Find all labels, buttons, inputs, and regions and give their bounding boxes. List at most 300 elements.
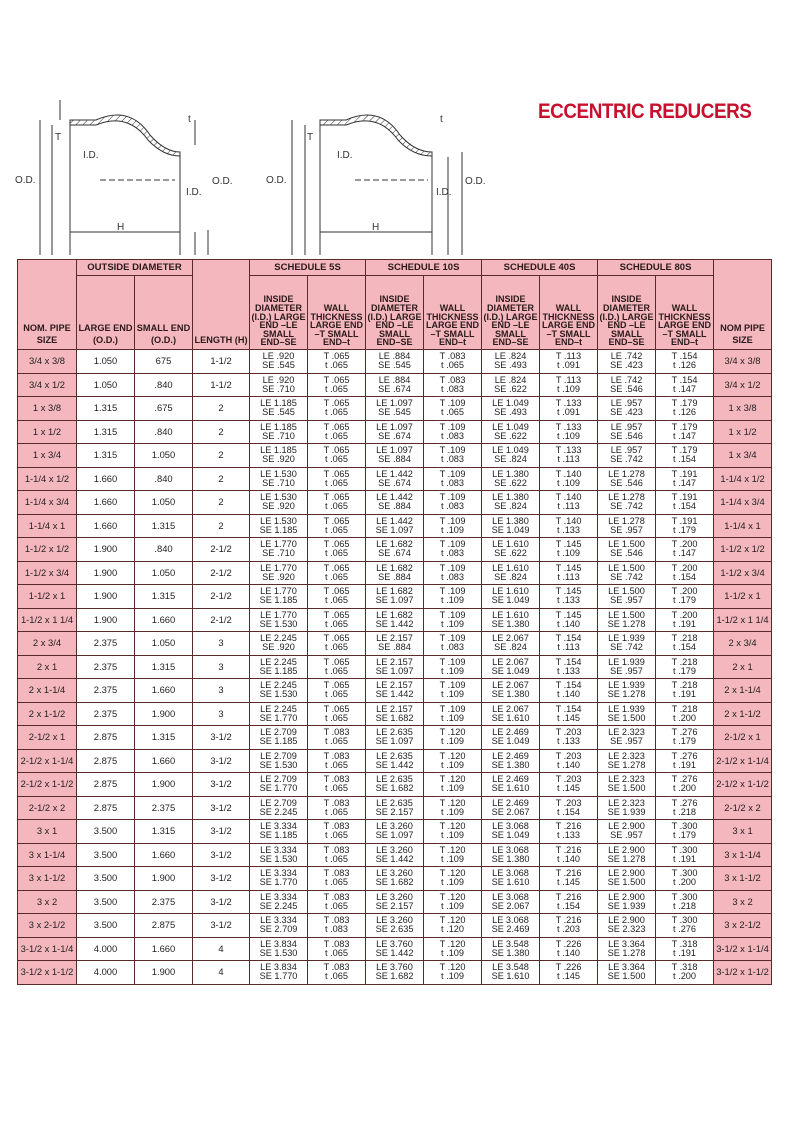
wall-thickness-s40-value: T .133 xyxy=(555,398,582,409)
inside-diameter-s5-value: LE 2.245 xyxy=(260,680,297,691)
inside-diameter-s80-value: SE .423 xyxy=(610,407,643,418)
inside-diameter-s5 xyxy=(250,655,308,679)
page-title: ECCENTRIC REDUCERS xyxy=(538,100,752,123)
inside-diameter-s10-value: SE 2.157 xyxy=(375,806,414,817)
wall-thickness-s80-value: t .200 xyxy=(673,783,697,794)
nom-pipe-size: 3 x 1-1/2 xyxy=(18,867,77,891)
wall-thickness-s80-value: T .179 xyxy=(671,421,698,432)
wall-thickness-s10-value: T .120 xyxy=(439,891,466,902)
nom-pipe-size: 2 x 1-1/2 xyxy=(18,702,77,726)
wall-thickness-s5 xyxy=(308,373,366,397)
wall-thickness-s80 xyxy=(656,773,714,797)
nom-pipe-size: 3 x 2-1/2 xyxy=(18,914,77,938)
large-end-od: 2.375 xyxy=(77,655,135,679)
wall-thickness-s5-value: T .065 xyxy=(323,703,350,714)
wall-thickness-s10 xyxy=(424,937,482,961)
wall-thickness-s40-value: t .145 xyxy=(557,877,581,888)
wall-thickness-s10 xyxy=(424,514,482,538)
inside-diameter-s10 xyxy=(366,538,424,562)
wall-thickness-s40-value: t .113 xyxy=(557,642,580,653)
wall-thickness-s5-value: t .083 xyxy=(325,924,349,935)
inside-diameter-s5-value: LE 3.334 xyxy=(260,915,297,926)
inside-diameter-s10-value: LE 1.682 xyxy=(376,539,413,550)
inside-diameter-s80-value: LE 2.900 xyxy=(608,915,645,926)
inside-diameter-s10 xyxy=(366,373,424,397)
inside-diameter-s80-value: LE .957 xyxy=(610,421,643,432)
inside-diameter-s10-value: SE 2.157 xyxy=(375,900,414,911)
wall-thickness-s40-value: t .109 xyxy=(557,383,581,394)
large-end-od: 1.900 xyxy=(77,538,135,562)
wall-thickness-s10-value: T .109 xyxy=(439,515,466,526)
inside-diameter-s40 xyxy=(482,585,540,609)
inside-diameter-s5-value: LE 1.185 xyxy=(260,398,297,409)
nom-pipe-size-right: 1-1/4 x 1/2 xyxy=(714,467,772,491)
wall-thickness-s5-value: T .065 xyxy=(323,633,350,644)
inside-diameter-s40-value: LE 2.067 xyxy=(492,703,529,714)
nom-pipe-size-right: 3 x 2 xyxy=(714,890,772,914)
small-end-od: .840 xyxy=(135,538,193,562)
wall-thickness-s80-value: t .147 xyxy=(673,548,697,559)
length-h: 3-1/2 xyxy=(193,914,250,938)
wall-thickness-s40-value: T .140 xyxy=(555,492,582,503)
inside-diameter-s10-value: LE 1.682 xyxy=(376,609,413,620)
wall-thickness-s80-value: T .276 xyxy=(671,774,698,785)
large-end-od: 3.500 xyxy=(77,914,135,938)
inside-diameter-s5 xyxy=(250,373,308,397)
wall-thickness-s40 xyxy=(540,655,598,679)
wall-thickness-s10 xyxy=(424,773,482,797)
inside-diameter-s40 xyxy=(482,773,540,797)
inside-diameter-s40 xyxy=(482,749,540,773)
inside-diameter-s40 xyxy=(482,726,540,750)
inside-diameter-s5 xyxy=(250,773,308,797)
large-end-od: 2.375 xyxy=(77,702,135,726)
length-h: 2 xyxy=(193,397,250,421)
wall-thickness-s5-value: T .083 xyxy=(323,868,350,879)
wall-thickness-s40-value: T .145 xyxy=(555,609,582,620)
inside-diameter-s10 xyxy=(366,914,424,938)
inside-diameter-s10-value: SE .674 xyxy=(378,383,411,394)
inside-diameter-s5-value: SE .710 xyxy=(262,477,295,488)
wall-thickness-s10 xyxy=(424,890,482,914)
inside-diameter-s10 xyxy=(366,820,424,844)
nom-pipe-size: 2-1/2 x 1-1/2 xyxy=(18,773,77,797)
header-large-end: LARGE END (O.D.) xyxy=(77,276,135,350)
inside-diameter-s40-value: LE 2.469 xyxy=(492,797,529,808)
inside-diameter-s5-value: SE .710 xyxy=(262,383,295,394)
wall-thickness-s5-value: t .065 xyxy=(325,454,349,465)
wall-thickness-s80-value: t .191 xyxy=(673,759,697,770)
wall-thickness-s40-value: t .109 xyxy=(557,477,581,488)
inside-diameter-s40 xyxy=(482,937,540,961)
wall-thickness-s5-value: T .065 xyxy=(323,562,350,573)
inside-diameter-s5-value: SE 2.245 xyxy=(259,806,298,817)
inside-diameter-s40-value: LE 2.067 xyxy=(492,633,529,644)
large-end-od: 1.900 xyxy=(77,608,135,632)
inside-diameter-s80-value: SE .742 xyxy=(610,454,643,465)
diagram-right-id: I.D. xyxy=(337,150,353,161)
inside-diameter-s40 xyxy=(482,608,540,632)
diagram-left-od: O.D. xyxy=(15,175,36,186)
inside-diameter-s80-value: LE .957 xyxy=(610,398,643,409)
inside-diameter-s10 xyxy=(366,890,424,914)
inside-diameter-s5-value: SE .920 xyxy=(262,642,295,653)
wall-thickness-s40-value: t .133 xyxy=(557,595,581,606)
wall-thickness-s40-value: T .203 xyxy=(555,750,582,761)
inside-diameter-s10-value: SE 1.682 xyxy=(375,877,414,888)
inside-diameter-s80-value: LE 1.939 xyxy=(608,633,645,644)
wall-thickness-s40-value: T .133 xyxy=(555,421,582,432)
large-end-od: 1.050 xyxy=(77,373,135,397)
inside-diameter-s10-value: LE 1.442 xyxy=(376,515,413,526)
wall-thickness-s80-value: T .191 xyxy=(671,515,698,526)
reducer-diagrams xyxy=(0,80,520,255)
inside-diameter-s5-value: SE .545 xyxy=(262,407,295,418)
wall-thickness-s80-value: T .191 xyxy=(671,492,698,503)
inside-diameter-s80-value: SE 1.939 xyxy=(607,806,646,817)
inside-diameter-s80-value: SE .742 xyxy=(610,642,643,653)
wall-thickness-s10-value: T .109 xyxy=(439,398,466,409)
inside-diameter-s40-value: LE 1.049 xyxy=(492,445,529,456)
inside-diameter-s5 xyxy=(250,820,308,844)
inside-diameter-s5 xyxy=(250,843,308,867)
inside-diameter-s80 xyxy=(598,679,656,703)
wall-thickness-s80-value: t .154 xyxy=(673,642,697,653)
table-row xyxy=(18,655,772,679)
length-h: 3-1/2 xyxy=(193,773,250,797)
inside-diameter-s10-value: SE .884 xyxy=(378,642,411,653)
inside-diameter-s5-value: LE 3.334 xyxy=(260,891,297,902)
small-end-od: 675 xyxy=(135,350,193,374)
inside-diameter-s5-value: SE .545 xyxy=(262,360,295,371)
length-h: 3 xyxy=(193,655,250,679)
inside-diameter-s5 xyxy=(250,420,308,444)
wall-thickness-s5 xyxy=(308,632,366,656)
nom-pipe-size-right: 3-1/2 x 1-1/2 xyxy=(714,961,772,985)
inside-diameter-s5-value: SE 1.530 xyxy=(259,689,298,700)
wall-thickness-s80-value: T .318 xyxy=(671,962,698,973)
inside-diameter-s40-value: SE 1.049 xyxy=(491,830,530,841)
inside-diameter-s10 xyxy=(366,491,424,515)
wall-thickness-s10 xyxy=(424,749,482,773)
length-h: 2-1/2 xyxy=(193,608,250,632)
length-h: 3-1/2 xyxy=(193,820,250,844)
inside-diameter-s40-value: SE .622 xyxy=(494,383,527,394)
inside-diameter-s80 xyxy=(598,561,656,585)
inside-diameter-s80-value: LE .742 xyxy=(610,351,643,362)
table-row xyxy=(18,397,772,421)
wall-thickness-s40 xyxy=(540,608,598,632)
large-end-od: 4.000 xyxy=(77,961,135,985)
small-end-od: 1.315 xyxy=(135,726,193,750)
header-wall-thickness: WALL THICKNESS LARGE END –T SMALL END–t xyxy=(424,276,482,350)
inside-diameter-s40-value: SE 1.049 xyxy=(491,595,530,606)
inside-diameter-s80-value: SE .423 xyxy=(610,360,643,371)
inside-diameter-s40 xyxy=(482,961,540,985)
inside-diameter-s10-value: LE 3.760 xyxy=(376,938,413,949)
inside-diameter-s40-value: SE 1.380 xyxy=(491,853,530,864)
wall-thickness-s80 xyxy=(656,585,714,609)
wall-thickness-s40-value: T .133 xyxy=(555,445,582,456)
wall-thickness-s40-value: t .109 xyxy=(557,430,581,441)
inside-diameter-s40-value: SE .622 xyxy=(494,430,527,441)
inside-diameter-s5 xyxy=(250,514,308,538)
wall-thickness-s5-value: t .065 xyxy=(325,900,349,911)
inside-diameter-s80-value: LE 1.500 xyxy=(608,586,645,597)
wall-thickness-s5 xyxy=(308,350,366,374)
inside-diameter-s10-value: SE 1.097 xyxy=(375,736,414,747)
length-h: 2-1/2 xyxy=(193,538,250,562)
wall-thickness-s5-value: T .065 xyxy=(323,492,350,503)
nom-pipe-size-right: 2-1/2 x 2 xyxy=(714,796,772,820)
diagram-labels xyxy=(15,114,486,233)
inside-diameter-s40 xyxy=(482,467,540,491)
inside-diameter-s80-value: SE 1.278 xyxy=(607,618,646,629)
small-end-od: 1.315 xyxy=(135,655,193,679)
inside-diameter-s40-value: LE 2.469 xyxy=(492,774,529,785)
inside-diameter-s10 xyxy=(366,679,424,703)
inside-diameter-s10-value: LE 3.260 xyxy=(376,821,413,832)
wall-thickness-s5 xyxy=(308,796,366,820)
table-row xyxy=(18,867,772,891)
wall-thickness-s5 xyxy=(308,467,366,491)
inside-diameter-s10-value: SE 1.097 xyxy=(375,830,414,841)
wall-thickness-s40-value: T .145 xyxy=(555,562,582,573)
inside-diameter-s10-value: LE 1.097 xyxy=(376,398,413,409)
inside-diameter-s80-value: LE 2.323 xyxy=(608,774,645,785)
large-end-od: 2.875 xyxy=(77,773,135,797)
wall-thickness-s10-value: t .109 xyxy=(441,712,465,723)
wall-thickness-s5-value: T .083 xyxy=(323,750,350,761)
wall-thickness-s5 xyxy=(308,514,366,538)
nom-pipe-size: 1-1/2 x 1 xyxy=(18,585,77,609)
inside-diameter-s10 xyxy=(366,632,424,656)
inside-diameter-s5 xyxy=(250,467,308,491)
inside-diameter-s40-value: SE .824 xyxy=(494,454,527,465)
table-row xyxy=(18,350,772,374)
inside-diameter-s5-value: SE 2.709 xyxy=(259,924,298,935)
nom-pipe-size-right: 2 x 1-1/4 xyxy=(714,679,772,703)
wall-thickness-s10-value: T .120 xyxy=(439,938,466,949)
wall-thickness-s80-value: T .179 xyxy=(671,445,698,456)
wall-thickness-s40-value: t .091 xyxy=(557,407,581,418)
length-h: 3-1/2 xyxy=(193,749,250,773)
inside-diameter-s10 xyxy=(366,585,424,609)
wall-thickness-s40 xyxy=(540,914,598,938)
wall-thickness-s40-value: t .140 xyxy=(557,759,581,770)
wall-thickness-s5 xyxy=(308,491,366,515)
wall-thickness-s40-value: T .154 xyxy=(555,633,582,644)
wall-thickness-s10-value: T .120 xyxy=(439,915,466,926)
small-end-od: 1.315 xyxy=(135,820,193,844)
small-end-od: .840 xyxy=(135,420,193,444)
wall-thickness-s10-value: t .109 xyxy=(441,618,465,629)
inside-diameter-s80-value: SE .546 xyxy=(610,383,643,394)
inside-diameter-s80-value: LE 1.278 xyxy=(608,515,645,526)
inside-diameter-s80-value: SE .957 xyxy=(610,665,643,676)
wall-thickness-s10 xyxy=(424,467,482,491)
wall-thickness-s80 xyxy=(656,820,714,844)
diagram-left-id-small: I.D. xyxy=(186,187,202,198)
wall-thickness-s40-value: T .113 xyxy=(555,351,582,362)
inside-diameter-s5-value: LE .920 xyxy=(262,374,295,385)
wall-thickness-s80 xyxy=(656,491,714,515)
wall-thickness-s10 xyxy=(424,702,482,726)
inside-diameter-s5 xyxy=(250,702,308,726)
wall-thickness-s80-value: t .179 xyxy=(673,736,697,747)
wall-thickness-s5 xyxy=(308,585,366,609)
inside-diameter-s80-value: SE .546 xyxy=(610,477,643,488)
inside-diameter-s10-value: SE 1.682 xyxy=(375,783,414,794)
inside-diameter-s10 xyxy=(366,444,424,468)
inside-diameter-s80-value: SE 1.500 xyxy=(607,877,646,888)
inside-diameter-s40 xyxy=(482,679,540,703)
diagram-right-od: O.D. xyxy=(266,175,287,186)
inside-diameter-s80 xyxy=(598,420,656,444)
wall-thickness-s10-value: t .109 xyxy=(441,783,465,794)
wall-thickness-s40-value: T .216 xyxy=(555,821,582,832)
inside-diameter-s40-value: LE 1.049 xyxy=(492,398,529,409)
wall-thickness-s10-value: t .083 xyxy=(441,383,465,394)
nom-pipe-size-right: 2 x 1 xyxy=(714,655,772,679)
wall-thickness-s80 xyxy=(656,843,714,867)
wall-thickness-s80-value: T .191 xyxy=(671,468,698,479)
inside-diameter-s10-value: LE 3.760 xyxy=(376,962,413,973)
wall-thickness-s5-value: t .065 xyxy=(325,853,349,864)
inside-diameter-s5-value: LE 1.770 xyxy=(260,586,297,597)
inside-diameter-s80-value: LE 3.364 xyxy=(608,962,645,973)
wall-thickness-s80-value: T .318 xyxy=(671,938,698,949)
wall-thickness-s5-value: t .065 xyxy=(325,947,349,958)
wall-thickness-s10-value: t .109 xyxy=(441,524,465,535)
wall-thickness-s40-value: T .216 xyxy=(555,868,582,879)
diagram-right-od-small: O.D. xyxy=(465,176,486,187)
large-end-od: 3.500 xyxy=(77,867,135,891)
wall-thickness-s5-value: t .065 xyxy=(325,642,349,653)
inside-diameter-s80-value: LE 1.278 xyxy=(608,468,645,479)
inside-diameter-s5-value: LE 1.530 xyxy=(260,515,297,526)
inside-diameter-s80-value: SE 2.323 xyxy=(607,924,646,935)
inside-diameter-s80 xyxy=(598,773,656,797)
wall-thickness-s80-value: T .200 xyxy=(671,609,698,620)
wall-thickness-s40-value: T .216 xyxy=(555,844,582,855)
wall-thickness-s10 xyxy=(424,350,482,374)
inside-diameter-s5 xyxy=(250,796,308,820)
length-h: 4 xyxy=(193,961,250,985)
diagram-right xyxy=(292,115,462,255)
inside-diameter-s80-value: SE 1.278 xyxy=(607,759,646,770)
inside-diameter-s80 xyxy=(598,397,656,421)
wall-thickness-s5-value: T .065 xyxy=(323,680,350,691)
diagram-left-od-small: O.D. xyxy=(212,176,233,187)
large-end-od: 1.315 xyxy=(77,444,135,468)
wall-thickness-s40-value: t .145 xyxy=(557,783,581,794)
wall-thickness-s10 xyxy=(424,420,482,444)
wall-thickness-s10 xyxy=(424,726,482,750)
wall-thickness-s5-value: t .065 xyxy=(325,712,349,723)
wall-thickness-s5 xyxy=(308,397,366,421)
wall-thickness-s5-value: T .065 xyxy=(323,421,350,432)
inside-diameter-s10 xyxy=(366,397,424,421)
wall-thickness-s80 xyxy=(656,655,714,679)
inside-diameter-s80 xyxy=(598,491,656,515)
nom-pipe-size-right: 1-1/2 x 1/2 xyxy=(714,538,772,562)
small-end-od: 1.315 xyxy=(135,514,193,538)
wall-thickness-s80 xyxy=(656,420,714,444)
large-end-od: 1.660 xyxy=(77,491,135,515)
wall-thickness-s80-value: t .147 xyxy=(673,477,697,488)
wall-thickness-s5 xyxy=(308,867,366,891)
inside-diameter-s40-value: SE .824 xyxy=(494,642,527,653)
wall-thickness-s10-value: t .109 xyxy=(441,665,465,676)
inside-diameter-s5-value: LE 2.245 xyxy=(260,656,297,667)
inside-diameter-s5 xyxy=(250,961,308,985)
nom-pipe-size: 1 x 3/8 xyxy=(18,397,77,421)
nom-pipe-size: 3-1/2 x 1-1/2 xyxy=(18,961,77,985)
diagram-right-h: H xyxy=(372,222,380,233)
wall-thickness-s5-value: t .065 xyxy=(325,407,349,418)
nom-pipe-size-right: 1 x 3/8 xyxy=(714,397,772,421)
wall-thickness-s10-value: t .109 xyxy=(441,971,465,982)
length-h: 2 xyxy=(193,491,250,515)
table-row xyxy=(18,773,772,797)
wall-thickness-s10-value: t .109 xyxy=(441,877,465,888)
diagram-right-id-small: I.D. xyxy=(436,187,452,198)
wall-thickness-s40 xyxy=(540,961,598,985)
wall-thickness-s10 xyxy=(424,373,482,397)
wall-thickness-s40 xyxy=(540,796,598,820)
nom-pipe-size: 1 x 3/4 xyxy=(18,444,77,468)
header-wall-thickness: WALL THICKNESS LARGE END –T SMALL END–t xyxy=(656,276,714,350)
inside-diameter-s5 xyxy=(250,937,308,961)
wall-thickness-s10-value: T .120 xyxy=(439,727,466,738)
wall-thickness-s10-value: t .109 xyxy=(441,900,465,911)
header-wall-thickness: WALL THICKNESS LARGE END –T SMALL END–t xyxy=(540,276,598,350)
inside-diameter-s80-value: SE 1.278 xyxy=(607,689,646,700)
nom-pipe-size: 2 x 3/4 xyxy=(18,632,77,656)
nom-pipe-size-right: 1-1/4 x 3/4 xyxy=(714,491,772,515)
inside-diameter-s10-value: SE 1.097 xyxy=(375,595,414,606)
wall-thickness-s80 xyxy=(656,702,714,726)
inside-diameter-s10-value: SE 1.097 xyxy=(375,524,414,535)
wall-thickness-s5-value: T .083 xyxy=(323,844,350,855)
inside-diameter-s5 xyxy=(250,608,308,632)
wall-thickness-s80-value: t .154 xyxy=(673,501,697,512)
small-end-od: 2.375 xyxy=(135,890,193,914)
wall-thickness-s10-value: T .120 xyxy=(439,821,466,832)
nom-pipe-size-right: 3 x 1-1/2 xyxy=(714,867,772,891)
wall-thickness-s10-value: T .109 xyxy=(439,421,466,432)
wall-thickness-s5 xyxy=(308,538,366,562)
inside-diameter-s10-value: SE 1.442 xyxy=(375,689,414,700)
wall-thickness-s80-value: t .200 xyxy=(673,971,697,982)
wall-thickness-s80-value: T .276 xyxy=(671,797,698,808)
inside-diameter-s80 xyxy=(598,843,656,867)
inside-diameter-s80-value: LE 2.900 xyxy=(608,868,645,879)
inside-diameter-s80-value: LE 1.939 xyxy=(608,680,645,691)
length-h: 1-1/2 xyxy=(193,350,250,374)
small-end-od: 1.900 xyxy=(135,773,193,797)
wall-thickness-s10-value: T .120 xyxy=(439,868,466,879)
table-row xyxy=(18,467,772,491)
wall-thickness-s5-value: t .065 xyxy=(325,783,349,794)
nom-pipe-size-right: 3/4 x 1/2 xyxy=(714,373,772,397)
wall-thickness-s80-value: t .154 xyxy=(673,571,697,582)
table-row xyxy=(18,373,772,397)
inside-diameter-s5-value: SE 1.530 xyxy=(259,853,298,864)
inside-diameter-s80 xyxy=(598,702,656,726)
table-body xyxy=(18,350,772,985)
